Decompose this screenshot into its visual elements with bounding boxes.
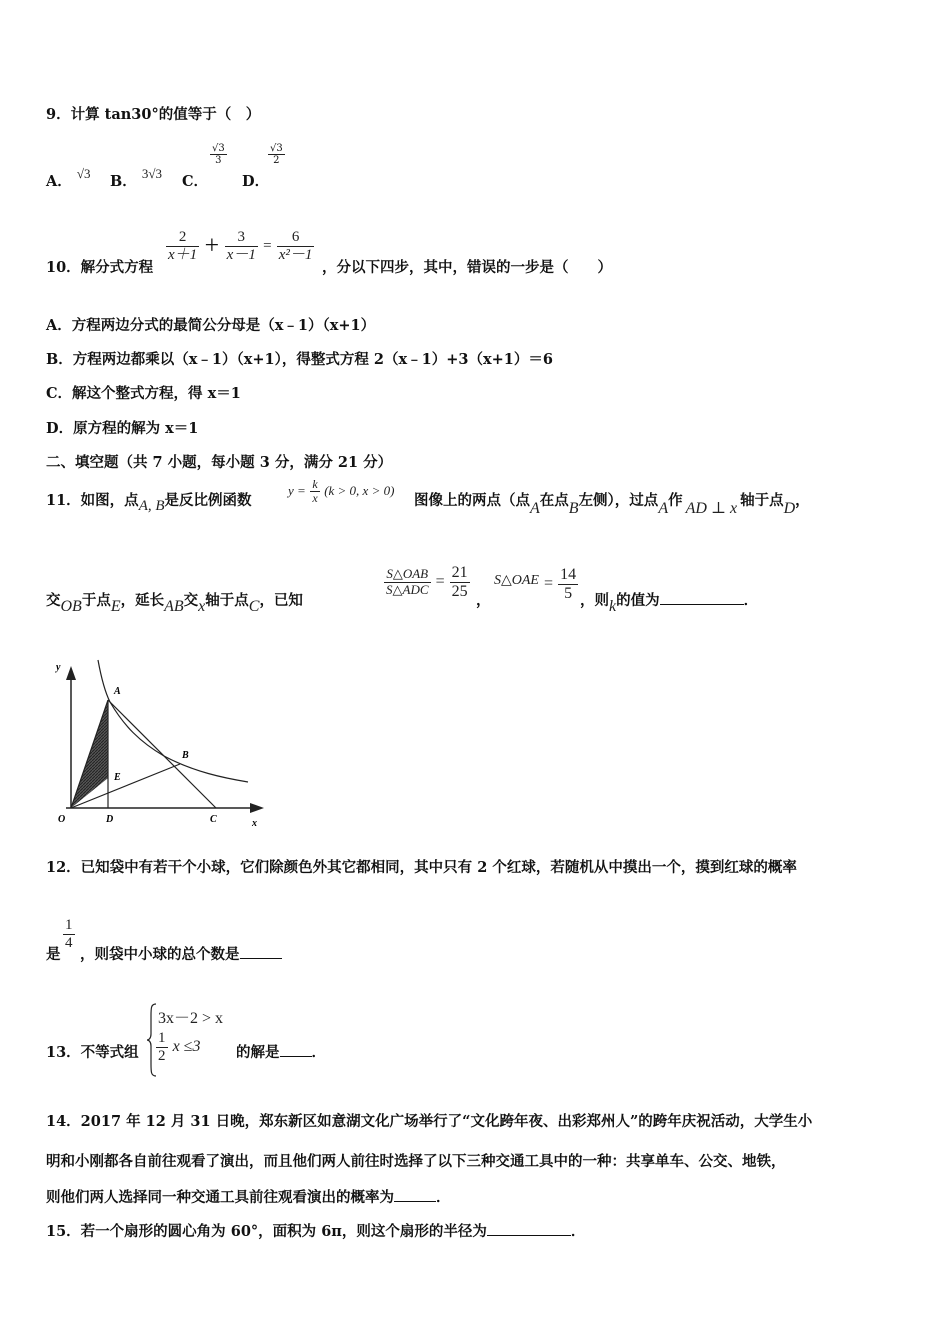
- q11-text-2d: 交: [183, 592, 199, 609]
- q11-text-2h: 的值为: [616, 592, 660, 609]
- q15-answer-blank[interactable]: [487, 1223, 571, 1236]
- q9-b-value: 3√3: [141, 166, 162, 181]
- q10-f1-den: x＋1: [168, 246, 198, 263]
- y-axis-arrow: [66, 666, 76, 680]
- q11-axis-x: x: [198, 598, 206, 615]
- q13-suffix-line: [236, 1041, 326, 1062]
- q14-line3-wrap: [46, 1186, 451, 1207]
- q12-prefix: 是: [46, 946, 61, 963]
- q13-ineq2-rest: x ≤3: [172, 1038, 201, 1055]
- label-b: B: [182, 750, 189, 761]
- q15-line: [46, 1220, 585, 1241]
- q10-equation: [166, 229, 314, 263]
- q10-option-a[interactable]: A．方程两边分式的最简公分母是（x﹣1）（x+1）: [46, 317, 376, 334]
- q13-ineq2-den: 2: [158, 1047, 166, 1064]
- q10-option-c[interactable]: C．解这个整式方程，得 x＝1: [46, 385, 241, 402]
- q14-line2: 明和小刚都各自前往观看了演出，而且他们两人前往时选择了以下三种交通工具中的一种：共享单车、公交、地铁，: [46, 1153, 786, 1170]
- q11-text-1e: 左侧），过点: [578, 492, 659, 509]
- q11-pt-c: C: [248, 598, 260, 615]
- q10-equals: =: [263, 238, 272, 254]
- q11-answer-blank[interactable]: [660, 592, 744, 605]
- q11-text-1h: ，: [795, 492, 810, 509]
- q9-d-den: 2: [273, 155, 280, 166]
- q11-k: k: [609, 598, 617, 615]
- q12-suffix: ，则袋中小球的总个数是: [80, 946, 240, 963]
- q10-suffix: ，分以下四步，其中，错误的一步是（ ）: [322, 259, 612, 276]
- q11-pt-b: B: [568, 500, 579, 517]
- q9-option-b[interactable]: [110, 166, 162, 191]
- q12-num: 1: [65, 917, 73, 933]
- q9-a-value: √3: [76, 166, 91, 181]
- x-axis-arrow: [250, 803, 264, 813]
- q14-answer-blank[interactable]: [394, 1189, 436, 1202]
- q11-period: ．: [743, 592, 759, 609]
- q13-period: ．: [311, 1044, 326, 1061]
- q13-ineq1: 3x－2 > x: [158, 1010, 224, 1027]
- q11-text-1c: 图像上的两点（点: [414, 492, 530, 509]
- q12-fraction: [63, 917, 75, 951]
- q12-line1: 12．已知袋中有若干个小球，它们除颜色外其它都相同，其中只有 2 个红球，若随机从中摸出一个，摸到红球的概率: [46, 859, 797, 876]
- q9-d-fraction: [268, 143, 285, 166]
- q9-c-fraction: [210, 143, 227, 166]
- hyperbola-curve: [98, 660, 248, 782]
- q11-r2-vnum: 14: [560, 566, 577, 583]
- q11-line2-end: [580, 589, 759, 615]
- q11-text-1b: 是反比例函数: [164, 492, 252, 509]
- q11-pt-d: D: [783, 500, 796, 517]
- q9-stem: 9．计算 tan30°的值等于（ ）: [46, 106, 261, 123]
- q11-figure: [44, 656, 276, 830]
- q11-points-ab: A, B: [138, 498, 165, 514]
- q11-r1-vden: 25: [451, 582, 468, 600]
- q11-text-1a: 11．如图，点: [46, 492, 139, 509]
- section-heading: 二、填空题（共 7 小题，每小题 3 分，满分 21 分）: [46, 454, 393, 471]
- q11-r2-eq: =: [544, 575, 554, 593]
- q11-text-2b: 于点: [81, 592, 111, 609]
- label-c: C: [210, 814, 217, 825]
- q14-line1: 14．2017 年 12 月 31 日晚，郑东新区如意湖文化广场举行了“文化跨年夜、出彩郑州人”的跨年庆祝活动，大学生小: [46, 1113, 813, 1130]
- q11-r2-vden: 5: [564, 584, 573, 602]
- q11-r1-num: S△OAB: [384, 567, 431, 582]
- label-d: D: [106, 814, 114, 825]
- q14-line3: 则他们两人选择同一种交通工具前往观看演出的概率为: [46, 1189, 394, 1206]
- q9-a-label: A．: [46, 173, 72, 190]
- q11-pt-e: E: [110, 598, 121, 615]
- label-y: y: [56, 662, 61, 673]
- q11-line1: [46, 489, 252, 514]
- q11-text-2f: ，已知: [259, 592, 303, 609]
- q10-f3-den: x²－1: [278, 246, 313, 263]
- q11-text-1g: 轴于点: [740, 492, 784, 509]
- q11-r1-vnum: 21: [451, 564, 468, 581]
- line-ac: [108, 700, 216, 808]
- q11-func-y: y =: [288, 483, 306, 499]
- q10-f3-num: 6: [277, 229, 315, 247]
- q13-ineq2-num: 1: [158, 1030, 166, 1046]
- q11-text-1f: 作: [668, 492, 683, 509]
- q11-perp: AD ⊥ x: [685, 500, 738, 517]
- q11-ratio1: [384, 564, 470, 600]
- q11-r1-eq: =: [435, 573, 445, 591]
- q11-func-num: k: [312, 477, 318, 491]
- q12-line2: [80, 943, 282, 964]
- q11-text-2g: ，则: [580, 592, 609, 609]
- label-x: x: [252, 818, 257, 829]
- q13-answer-blank[interactable]: [280, 1044, 312, 1057]
- q11-pt-a: A: [530, 500, 540, 517]
- q11-text-2e: 轴于点: [205, 592, 249, 609]
- q9-option-c[interactable]: [182, 170, 208, 191]
- q12-den: 4: [65, 934, 73, 951]
- q11-func-den: x: [312, 491, 318, 506]
- q14-period: ．: [436, 1189, 451, 1206]
- q9-option-a[interactable]: [46, 166, 91, 191]
- q11-func-cond: (k > 0, x > 0): [324, 483, 395, 499]
- q11-r1-den: S△ADC: [386, 581, 429, 597]
- q15-text: 15．若一个扇形的圆心角为 60°，面积为 6π，则这个扇形的半径为: [46, 1223, 487, 1240]
- q13-suffix: 的解是: [236, 1044, 280, 1061]
- q11-text-2a: 交: [46, 592, 61, 609]
- q9-c-label: C．: [182, 173, 209, 190]
- q9-d-num: √3: [270, 143, 283, 154]
- q13-prefix: 13．不等式组: [46, 1044, 139, 1061]
- label-a: A: [114, 686, 121, 697]
- q11-seg-ab: AB: [164, 598, 184, 615]
- q9-c-num: √3: [212, 143, 225, 154]
- q10-prefix: 10．解分式方程: [46, 259, 154, 276]
- q11-line1-rest: [414, 489, 810, 517]
- q10-option-d[interactable]: D．原方程的解为 x＝1: [46, 420, 199, 437]
- q15-period: ．: [570, 1223, 586, 1240]
- q10-plus: ＋: [204, 236, 220, 254]
- q10-f2-den: x－1: [226, 246, 256, 263]
- q9-d-label: D．: [242, 173, 270, 190]
- q11-comma: ，: [476, 592, 491, 609]
- q9-c-den: 3: [215, 155, 222, 166]
- q9-option-d[interactable]: [242, 170, 269, 191]
- q12-answer-blank[interactable]: [240, 946, 282, 959]
- q13-ineq2: [156, 1030, 200, 1064]
- q11-ob: OB: [60, 598, 82, 615]
- q9-b-label: B．: [110, 173, 137, 190]
- q11-ratio2: [494, 566, 578, 602]
- label-o: O: [58, 814, 66, 825]
- q11-text-2c: ，延长: [120, 592, 165, 609]
- q11-pt-a2: A: [658, 500, 669, 517]
- q10-option-b[interactable]: B．方程两边都乘以（x﹣1）（x+1），得整式方程 2（x﹣1）+3（x+1）＝6: [46, 351, 553, 368]
- q10-f1-num: 2: [166, 229, 199, 247]
- label-e: E: [114, 772, 121, 783]
- q11-r2-lhs: S△OAE: [494, 573, 539, 589]
- q11-function: [288, 478, 394, 505]
- q11-text-1d: 在点: [539, 492, 569, 509]
- q11-line2: [46, 589, 303, 615]
- q10-f2-num: 3: [225, 229, 258, 247]
